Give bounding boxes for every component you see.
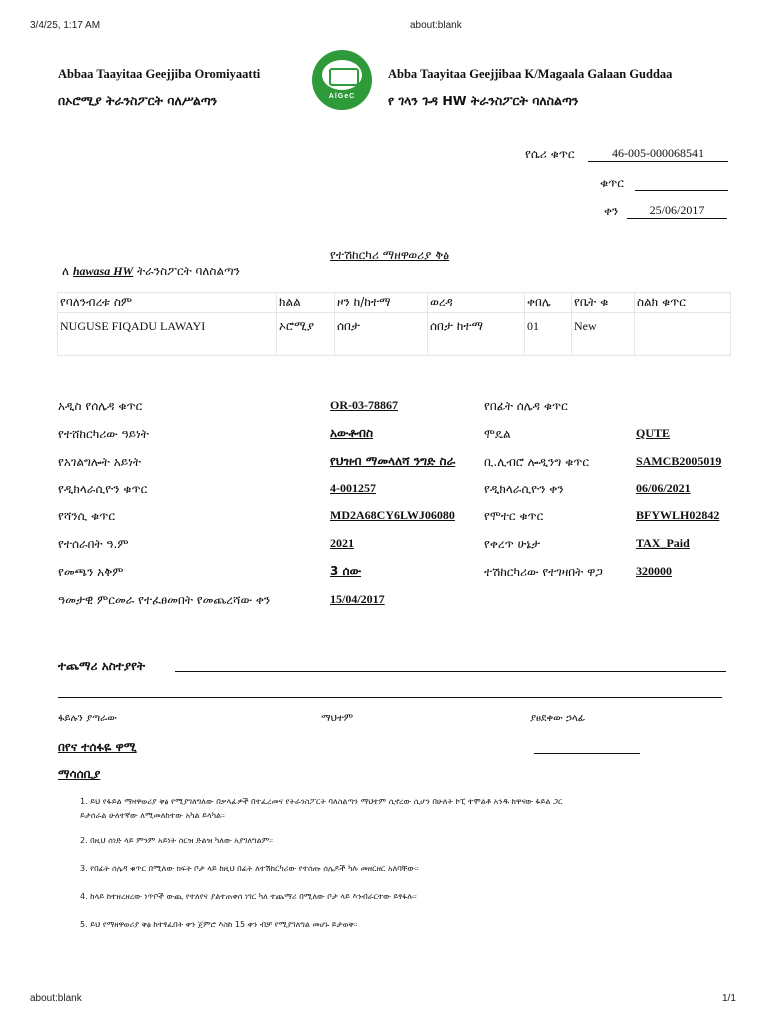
header-right-latin: Abba Taayitaa Geejjibaa K/Magaala Galaan Guddaa <box>388 67 673 81</box>
serial-number-label: የሴሪ ቁጥር <box>525 147 575 161</box>
tax-status-label: የቀረጥ ሁኔታ <box>484 537 541 551</box>
declaration-number-label: የዲክላራሲዮን ቁጥር <box>58 482 148 496</box>
note-item: 1. ይህ የፋይል ማዛዋወሪያ ቅፅ የሚያገለግለው በቃላፊዎች በተፈረመና የትራንስፖርት ባለስልጣን ማህተም ሲኖረው ሲሆን በሁለት ኮፒ ተሞልቶ አንዱ ከዋናው ፋይል ጋር <box>80 797 563 806</box>
approver-signature-line <box>534 753 640 754</box>
year-value: 2021 <box>330 536 354 550</box>
tax-status-value: TAX_Paid <box>636 536 690 550</box>
approver-label: ያፀደቀው ኃላፊ <box>530 713 586 724</box>
addressee-suffix: ትራንስፖርት ባለስልጣን <box>137 264 240 278</box>
bus-icon <box>329 68 359 86</box>
addressee-prefix: ለ <box>62 264 70 278</box>
owner-table <box>57 292 731 356</box>
owner-region: ኦሮሚያ <box>277 313 335 356</box>
declaration-date-label: የዲክላራሲዮን ቀን <box>484 482 564 496</box>
note-item: 2. በዚህ ሰነድ ላይ ምንም አይነት ስርዝ ድልዝ ካለው አያገለግልም። <box>80 836 273 845</box>
owner-header-zone: ዞን ከ/ከተማ <box>335 293 428 313</box>
motor-value: BFYWLH02842 <box>636 508 720 522</box>
table-row <box>58 313 731 356</box>
capacity-label: የመጫን አቅም <box>58 565 124 579</box>
vehicle-type-value: አውቶብስ <box>330 426 373 440</box>
serial-number-value: 46-005-000068541 <box>588 146 728 162</box>
header-left-ethiopic: በኦሮሚያ ትራንስፖርት ባለሥልጣን <box>58 93 218 108</box>
owner-zone: ሰበታ <box>335 313 428 356</box>
service-type-label: የአገልግሎት አይነት <box>58 455 141 469</box>
owner-kebele: 01 <box>525 313 572 356</box>
notes-heading: ማሳሰቢያ <box>58 767 101 781</box>
owner-header-name: የባለንብረቱ ስም <box>58 293 277 313</box>
note-item: ይታሰራል ሁለተኛው ለሚመለከተው አካል ይላካል። <box>80 811 225 820</box>
owner-header-woreda: ወረዳ <box>428 293 525 313</box>
licence-label: ቢ.ሊብሮ ሎዲንግ ቁጥር <box>484 455 590 469</box>
sender-name: በየና ተሰፋዬ ዋሚ <box>58 740 137 754</box>
remarks-line-2 <box>58 697 722 698</box>
capacity-value: 3 ሰው <box>330 564 362 578</box>
owner-header-region: ክልል <box>277 293 335 313</box>
sender-label: ፋይሉን ያጣራው <box>58 713 117 724</box>
old-plate-label: የበፊት ሰሌዳ ቁጥር <box>484 399 568 413</box>
remarks-label: ተጨማሪ አስተያየት <box>58 659 146 673</box>
number-value <box>635 175 728 191</box>
owner-name: NUGUSE FIQADU LAWAYI <box>58 313 277 356</box>
addressee-name: hawasa HW <box>72 264 134 278</box>
licence-value: SAMCB2005019 <box>636 454 722 468</box>
declaration-number-value: 4-001257 <box>330 481 376 495</box>
inspection-label: ዓመታዊ ምርመራ የተፈፀመበት የመጨረሻው ቀን <box>58 593 271 607</box>
price-value: 320000 <box>636 564 672 578</box>
motor-label: የሞተር ቁጥር <box>484 509 544 523</box>
model-value: QUTE <box>636 426 671 440</box>
remarks-line-1 <box>175 671 726 672</box>
note-item: 4. ከላይ ከተዘረዘረው ነጥቦች ውጪ የተለየና ያልተጠቀሰ ነገር ካለ ተጨማሪ በሚለው ቦታ ላይ እንብራርተው ይፃፋሉ። <box>80 892 417 901</box>
print-footer-url: about:blank <box>30 993 82 1004</box>
new-plate-label: አዲስ የሰሌዳ ቁጥር <box>58 399 143 413</box>
owner-phone <box>635 313 731 356</box>
owner-woreda: ሰበታ ከተማ <box>428 313 525 356</box>
model-label: ሞዴል <box>484 427 511 441</box>
declaration-date-value: 06/06/2021 <box>636 481 691 495</box>
date-value: 25/06/2017 <box>627 203 727 219</box>
print-page-number: 1/1 <box>722 993 736 1004</box>
authority-logo <box>312 50 372 110</box>
date-label: ቀን <box>604 204 619 218</box>
chassis-label: የሻንሲ ቁጥር <box>58 509 115 523</box>
vehicle-type-label: የተሸከርካሪው ዓይነት <box>58 427 149 441</box>
addressee-line <box>62 264 240 279</box>
owner-header-phone: ስልክ ቁጥር <box>635 293 731 313</box>
new-plate-value: OR-03-78867 <box>330 398 398 412</box>
form-title: የተሽከርካሪ ማዘዋወሪያ ቅፅ <box>330 248 450 262</box>
stamp-label: ማህተም <box>321 713 354 724</box>
print-title: about:blank <box>410 20 462 31</box>
logo-text: AlGeC <box>328 93 356 100</box>
year-label: የተሰራበት ዓ.ም <box>58 537 129 551</box>
note-item: 5. ይህ የማዘዋወሪያ ቅፅ ከተፃፈበት ቀን ጀምሮ እስከ 15 ቀን ብቻ የሚያገለግል መሆኑ ይታወቅ። <box>80 920 358 929</box>
service-type-value: የህዝብ ማመላለሻ ንግድ ስራ <box>330 454 456 468</box>
number-label: ቁጥር <box>600 176 624 190</box>
owner-house-no: New <box>572 313 635 356</box>
owner-header-kebele: ቀበሌ <box>525 293 572 313</box>
price-label: ተሽከርካሪው የተገዛበት ዋጋ <box>484 565 603 579</box>
chassis-value: MD2A68CY6LWJ06080 <box>330 508 455 522</box>
print-datetime: 3/4/25, 1:17 AM <box>30 20 101 31</box>
note-item: 3. የበፊት ሰሌዳ ቁጥር በሚለው ክፍት ቦታ ላይ ከዚህ በፊት ለተሽከርካሪው የተሰጡ ሰሌዶች ካሉ መዘርዘር አለባቸው። <box>80 864 419 873</box>
owner-header-house-no: የቤት ቁ <box>572 293 635 313</box>
owner-table-header <box>58 293 731 313</box>
header-right-ethiopic: የ ገላን ጉዳ HW ትራንስፖርት ባለስልጣን <box>388 93 579 108</box>
header-left-latin: Abbaa Taayitaa Geejjiba Oromiyaatti <box>58 67 261 81</box>
inspection-value: 15/04/2017 <box>330 592 385 606</box>
